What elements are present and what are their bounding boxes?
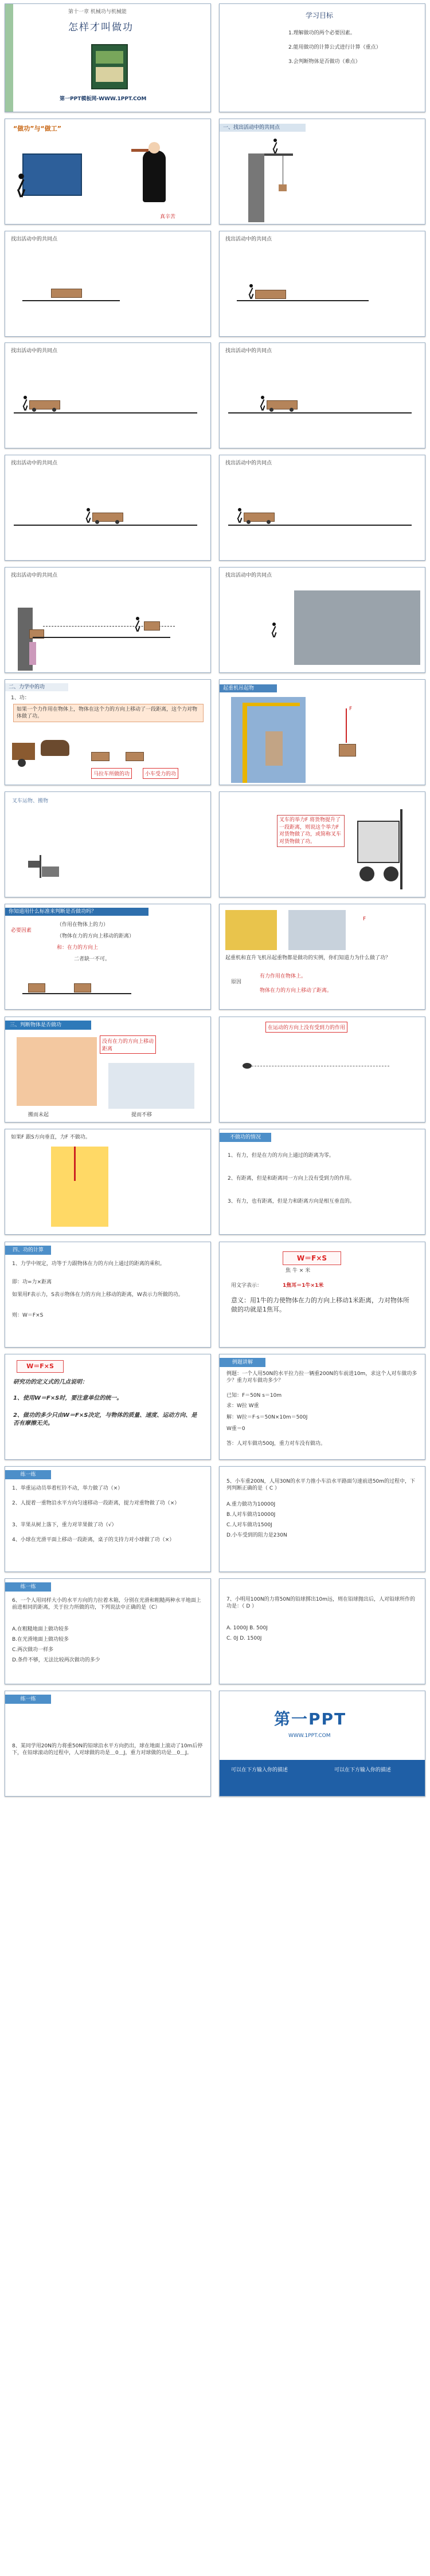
mechanics-bar: 二、力学中的功 bbox=[5, 683, 68, 691]
wheel bbox=[32, 408, 36, 412]
notes-intro: 研究功的定义式的几点说明： bbox=[13, 1379, 88, 1385]
end-footer bbox=[220, 1760, 425, 1797]
no-work-case-2: 2、有距离，但是和距离同一方向上没有受到力的作用。 bbox=[228, 1176, 355, 1181]
cart-box bbox=[51, 289, 82, 298]
goals-heading: 学习目标 bbox=[306, 11, 334, 19]
ground-line bbox=[22, 993, 131, 994]
force-label-f: F bbox=[363, 916, 366, 922]
slide-practice-1[interactable] bbox=[5, 1466, 211, 1572]
photo-placeholder bbox=[294, 590, 420, 665]
slide-goals[interactable] bbox=[219, 3, 425, 112]
example-answer: 答：人对车做功500J，重力对车没有做功。 bbox=[226, 1441, 326, 1447]
pushing-person bbox=[248, 284, 254, 299]
waiter-head bbox=[148, 142, 160, 153]
factor-note: 和：在力的方向上 bbox=[57, 945, 99, 951]
note-1: 1、使用W＝F×S时，要注意单位的统一。 bbox=[13, 1395, 123, 1401]
practice-item-4: 4、小球在光滑平面上移动一段距离，桌子的支持力对小球做了功（×） bbox=[12, 1537, 175, 1543]
practice-q5-a: A.重力做功为10000J bbox=[226, 1502, 276, 1507]
label-cart-force: 小车受力的功 bbox=[143, 768, 178, 779]
calc-bar: 四、功的计算 bbox=[5, 1246, 51, 1255]
slide-mechanics-work[interactable] bbox=[5, 679, 211, 785]
forklift-note-box: 叉车的举力F 将货物提升了一段距离，则说这个举力F对货物做了功，或简称叉车对货物做了功。 bbox=[277, 815, 345, 847]
worker-figure bbox=[17, 174, 26, 198]
unit-label: 用文字表示： bbox=[231, 1283, 263, 1289]
slide-perpendicular[interactable] bbox=[5, 1129, 211, 1235]
cart-start bbox=[28, 983, 45, 992]
common-heading: 找出活动中的共同点 bbox=[225, 460, 272, 466]
crane-photo-small bbox=[225, 910, 277, 950]
slide-formula-notes[interactable] bbox=[5, 1354, 211, 1460]
pushing-person bbox=[85, 508, 91, 523]
helicopter-photo bbox=[288, 910, 346, 950]
force-arrow bbox=[346, 708, 347, 743]
brand-text: 第一PPT模板网-WWW.1PPT.COM bbox=[60, 96, 147, 102]
formula-box: W＝F×S bbox=[17, 1360, 64, 1373]
example-bar: 例题讲解 bbox=[220, 1358, 265, 1367]
unit-meaning: 意义：用1牛的力使物体在力的方向上移动1米距离，力对物体所做的功就是1焦耳。 bbox=[231, 1297, 409, 1313]
carrying-person-image bbox=[108, 1063, 194, 1109]
goal-2: 2.能用做功的计算公式进行计算（重点） bbox=[288, 45, 381, 50]
forklift-title: 叉车运物、搬物 bbox=[12, 798, 49, 804]
unit-symbols: 焦 牛 × 米 bbox=[286, 1268, 311, 1274]
example-find: 求：W拉 W重 bbox=[226, 1403, 259, 1409]
pushing-cart-image bbox=[22, 153, 82, 196]
reason-1: 有力作用在物体上。 bbox=[260, 974, 307, 979]
example-solution-1: 解：W拉＝F·s＝50N×10m＝500J bbox=[226, 1415, 308, 1420]
formula-box: W＝F×S bbox=[283, 1251, 341, 1265]
practice-q6: 6、一个人用同样大小的水平方向的力拉着木箱，分别在光滑和粗糙两种水平地面上前进相同的距离，关于拉力所做的功，下列说法中正确的是（C） bbox=[12, 1598, 201, 1611]
end-desc-1: 可以在下方输入你的描述 bbox=[231, 1767, 288, 1773]
slide-judge[interactable] bbox=[5, 1017, 211, 1122]
goal-1: 1.理解做功的两个必要因素。 bbox=[288, 30, 355, 36]
no-work-case-1: 1、有力，但是在力的方向上通过的距离为零。 bbox=[228, 1153, 334, 1159]
practice-q5: 5、小车重200N，人用30N的水平力推小车沿水平路面匀速前进50m的过程中，下列判断正确的是（ C ） bbox=[226, 1479, 416, 1492]
ground-line bbox=[237, 300, 369, 301]
force-label: F bbox=[349, 706, 353, 712]
no-work-case-3: 3、有力，也有距离，但是力和距离方向是相互垂直的。 bbox=[228, 1199, 355, 1204]
practice-q8: 8、某同学用20N的力将重50N的铅球沿水平方向扔出，球在地面上滚动了10m后停下，在铅球滚动的过程中，人对球做的功是＿0＿J，重力对球做的功是＿0＿J。 bbox=[12, 1743, 203, 1756]
practice-q6-d: D.条件不够，无法比较两次做功的多少 bbox=[12, 1657, 100, 1663]
end-logo: 第一PPT bbox=[274, 1710, 347, 1728]
practice-item-2: 2、人提着一重物沿水平方向匀速移动一段距离，提力对重物做了功（×） bbox=[12, 1500, 180, 1506]
slide-end[interactable] bbox=[219, 1691, 425, 1797]
practice-item-3: 3、苹果从树上落下，重力对苹果做了功（√） bbox=[12, 1522, 117, 1528]
pulling-person bbox=[135, 617, 140, 632]
cart-end bbox=[74, 983, 91, 992]
horse-cart-image bbox=[12, 737, 75, 771]
slide-common-3[interactable] bbox=[219, 231, 425, 337]
slide-practice-2[interactable] bbox=[219, 1466, 425, 1572]
ground-line bbox=[33, 637, 170, 638]
slide-common-6[interactable] bbox=[5, 455, 211, 561]
example-given: 已知：F＝50N s＝10m bbox=[226, 1393, 282, 1399]
practice-q6-a: A.在粗糙地面上做功较多 bbox=[12, 1626, 69, 1632]
crate bbox=[339, 744, 356, 757]
chapter-label: 第十一章 机械功与机械能 bbox=[68, 9, 127, 15]
ground-line bbox=[22, 300, 120, 301]
practice-q5-c: C.人对车做功1500J bbox=[226, 1522, 272, 1528]
calc-para-3: 如果用F表示力，S表示物体在力的方向上移动的距离，W表示力所做的功。 bbox=[12, 1292, 183, 1298]
end-desc-2: 可以在下方输入你的描述 bbox=[334, 1767, 392, 1773]
factor-distance: （物体在力的方向上移动的距离） bbox=[57, 933, 135, 939]
slide-practice-4[interactable] bbox=[219, 1578, 425, 1684]
common-heading: 找出活动中的共同点 bbox=[11, 460, 58, 466]
label-horse-work: 马拉车所做的功 bbox=[91, 768, 132, 779]
building-wall bbox=[248, 153, 264, 222]
slide-common-2[interactable] bbox=[5, 231, 211, 337]
ground-line bbox=[14, 525, 197, 526]
caption-tired: 真辛苦 bbox=[160, 214, 176, 220]
note-2: 2、做功的多少只由W＝F×S决定，与物体的质量、速度、运动方向、是否有摩擦无关。 bbox=[13, 1412, 197, 1427]
slide-practice-5[interactable] bbox=[5, 1691, 211, 1797]
slide-practice-3[interactable] bbox=[5, 1578, 211, 1684]
slide-example[interactable] bbox=[219, 1354, 425, 1460]
slide-no-work-cases[interactable] bbox=[219, 1129, 425, 1235]
unit-line: 1焦耳＝1牛×1米 bbox=[283, 1283, 324, 1289]
cart-box bbox=[144, 621, 160, 631]
common-heading: 找出活动中的共同点 bbox=[225, 573, 272, 578]
wheel bbox=[267, 520, 271, 524]
factor-force: （作用在物体上的力） bbox=[57, 922, 109, 928]
practice-q6-b: B.在光滑地面上做功较多 bbox=[12, 1637, 69, 1643]
slide-common-5[interactable] bbox=[219, 342, 425, 448]
practice-q5-b: B.人对车做功10000J bbox=[226, 1512, 276, 1518]
practice-q6-c: C.两次做功一样多 bbox=[12, 1647, 54, 1653]
goal-3: 3.会判断物体是否做功（难点） bbox=[288, 59, 361, 65]
pushing-person bbox=[260, 396, 265, 411]
slide-common-4[interactable] bbox=[5, 342, 211, 448]
no-force-title: 在运动的方向上没有受到力的作用 bbox=[265, 1022, 347, 1033]
box-lifted bbox=[279, 184, 287, 191]
practice-q5-d: D.小车受到的阻力是230N bbox=[226, 1533, 287, 1538]
forklift-truck-image bbox=[351, 809, 415, 889]
slide-title-text: 怎样才叫做功 bbox=[68, 22, 134, 33]
ground-line bbox=[14, 412, 197, 413]
cart-box bbox=[255, 290, 286, 299]
slide-calc[interactable] bbox=[5, 1242, 211, 1348]
judge-bar: 三、判断物体是否做功 bbox=[5, 1021, 91, 1030]
work-definition-box: 如果一个力作用在物体上，物体在这个力的方向上移动了一段距离，这个力对物体做了功。 bbox=[13, 704, 204, 722]
common-heading: 找出活动中的共同点 bbox=[225, 348, 272, 354]
no-work-bar: 不做功的情况 bbox=[220, 1133, 271, 1142]
wheel bbox=[269, 408, 273, 412]
calc-para-4: 则：W＝F×S bbox=[12, 1313, 44, 1318]
lifting-person bbox=[272, 139, 278, 153]
reason-2: 物体在力的方向上移动了距离。 bbox=[260, 988, 333, 994]
crane-title: 起重机吊起物 bbox=[220, 684, 277, 692]
slide-title[interactable] bbox=[5, 3, 211, 112]
example-solution-2: W重＝0 bbox=[226, 1426, 245, 1432]
crane-photo bbox=[231, 697, 306, 783]
slide-why-work[interactable] bbox=[219, 904, 425, 1010]
slide-common-7[interactable] bbox=[219, 455, 425, 561]
common-heading: 找出活动中的共同点 bbox=[225, 237, 272, 242]
slide-no-force[interactable] bbox=[219, 1017, 425, 1122]
book-cover-image bbox=[91, 44, 128, 89]
wheel bbox=[290, 408, 294, 412]
example-question: 例题：一个人用50N的水平拉力拉一辆重200N的车前进10m，求这个人对车做功多少？重力对车做功多少？ bbox=[226, 1371, 417, 1384]
wheel bbox=[52, 408, 56, 412]
ledge bbox=[264, 153, 293, 156]
no-distance-label: 没有在力的方向上移动距离 bbox=[100, 1035, 156, 1054]
waiter-figure bbox=[143, 151, 166, 202]
slide-common-1[interactable] bbox=[219, 119, 425, 224]
work-labor-title: “做功”与“做工” bbox=[13, 125, 61, 132]
practice-item-1: 1、举重运动员举着杠铃不动，举力做了功（×） bbox=[12, 1486, 123, 1491]
calc-para-1: 1、力学中规定，功等于力跟物体在力的方向上通过的距离的乘积。 bbox=[12, 1261, 165, 1267]
wheel bbox=[95, 520, 99, 524]
wheel bbox=[247, 520, 251, 524]
forklift-icon bbox=[28, 855, 62, 878]
end-url: WWW.1PPT.COM bbox=[288, 1733, 331, 1739]
practice-bar: 练一练 bbox=[5, 1695, 51, 1704]
cart-a bbox=[91, 752, 110, 761]
hanging-weight bbox=[29, 642, 36, 665]
left-accent-bar bbox=[5, 4, 13, 112]
reason-label: 原因 bbox=[231, 979, 242, 985]
work-line: 1、功： bbox=[11, 695, 30, 701]
practice-q7: 7、小明用100N的力将50N的铅球掷出10m远，则在铅球抛出后，人对铅球所作的功是：（ D ） bbox=[226, 1597, 416, 1610]
pushing-person bbox=[237, 508, 243, 523]
section-heading: 一、找出活动中的共同点 bbox=[220, 124, 306, 132]
practice-bar: 练一练 bbox=[5, 1470, 51, 1479]
wheel bbox=[115, 520, 119, 524]
puck-icon bbox=[243, 1063, 252, 1069]
practice-q7-ab: A. 1000J B. 500J bbox=[226, 1625, 268, 1631]
slide-crane[interactable] bbox=[219, 679, 425, 785]
tray-icon bbox=[131, 149, 148, 152]
caption-lift: 搬而未起 bbox=[28, 1112, 49, 1118]
crawling-person bbox=[271, 623, 277, 637]
cart-b bbox=[126, 752, 144, 761]
slide-formula-unit[interactable] bbox=[219, 1242, 425, 1348]
perpendicular-title: 如果F 跟S方向垂直，力F 不做功。 bbox=[11, 1135, 91, 1140]
practice-bar: 练一练 bbox=[5, 1582, 51, 1592]
common-heading: 找出活动中的共同点 bbox=[11, 573, 58, 578]
kids-carrying-image bbox=[51, 1147, 108, 1227]
both-required: 二者缺一不可。 bbox=[74, 956, 111, 962]
slide-common-8[interactable] bbox=[5, 567, 211, 673]
slide-common-9[interactable] bbox=[219, 567, 425, 673]
motion-line bbox=[252, 1066, 389, 1067]
slide-forklift[interactable] bbox=[5, 791, 211, 897]
ground-line bbox=[228, 525, 412, 526]
slide-criteria[interactable] bbox=[5, 904, 211, 1010]
practice-q7-cd: C. 0J D. 1500J bbox=[226, 1636, 262, 1641]
essential-factors-label: 必要因素 bbox=[11, 928, 32, 933]
pushing-person bbox=[22, 396, 28, 411]
common-heading: 找出活动中的共同点 bbox=[11, 237, 58, 242]
calc-para-2: 即：功=力×距离 bbox=[12, 1279, 52, 1285]
common-heading: 找出活动中的共同点 bbox=[11, 348, 58, 354]
ground-line bbox=[228, 412, 412, 413]
slide-forklift-note[interactable] bbox=[219, 791, 425, 897]
why-work-question: 起重机和直升飞机吊起重物都是做功的实例，你们知道力为什么做了功？ bbox=[225, 955, 391, 961]
lifting-boy-image bbox=[17, 1037, 97, 1106]
slide-work-vs-labor[interactable] bbox=[5, 119, 211, 224]
criteria-question: 你知道用什么标准来判断是否做功吗？ bbox=[5, 908, 148, 916]
caption-carry: 提而不移 bbox=[131, 1112, 153, 1118]
